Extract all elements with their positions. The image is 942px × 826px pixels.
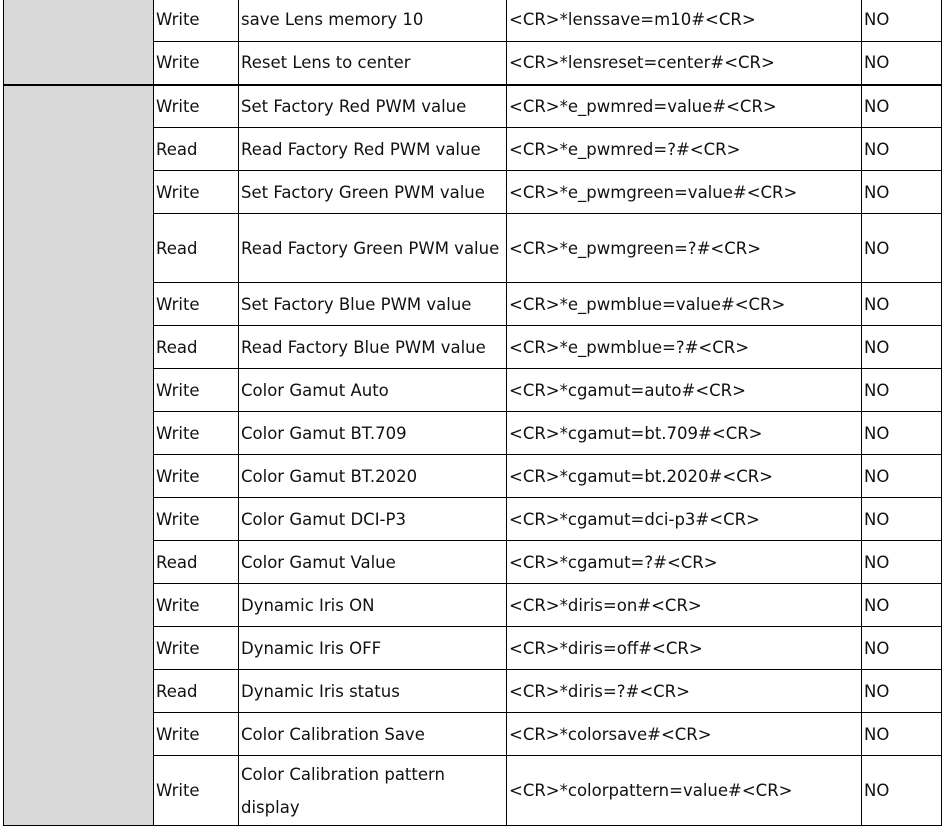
response-cell: NO bbox=[862, 498, 942, 541]
operation-cell: Write bbox=[154, 713, 239, 756]
response-cell: NO bbox=[862, 412, 942, 455]
command-cell: <CR>*e_pwmgreen=?#<CR> bbox=[507, 214, 862, 283]
operation-cell: Write bbox=[154, 498, 239, 541]
command-cell: <CR>*colorsave#<CR> bbox=[507, 713, 862, 756]
operation-cell: Write bbox=[154, 85, 239, 128]
function-cell: Dynamic Iris status bbox=[239, 670, 507, 713]
command-cell: <CR>*lenssave=m10#<CR> bbox=[507, 0, 862, 42]
operation-cell: Write bbox=[154, 627, 239, 670]
function-cell: Dynamic Iris ON bbox=[239, 584, 507, 627]
response-cell: NO bbox=[862, 670, 942, 713]
function-cell: Set Factory Blue PWM value bbox=[239, 283, 507, 326]
function-cell: Color Gamut Auto bbox=[239, 369, 507, 412]
response-cell: NO bbox=[862, 214, 942, 283]
operation-cell: Read bbox=[154, 128, 239, 171]
operation-cell: Read bbox=[154, 214, 239, 283]
operation-cell: Write bbox=[154, 369, 239, 412]
response-cell: NO bbox=[862, 627, 942, 670]
function-cell: Color Gamut DCI-P3 bbox=[239, 498, 507, 541]
response-cell: NO bbox=[862, 455, 942, 498]
command-cell: <CR>*e_pwmgreen=value#<CR> bbox=[507, 171, 862, 214]
response-cell: NO bbox=[862, 713, 942, 756]
function-cell: Read Factory Red PWM value bbox=[239, 128, 507, 171]
group-cell-lens bbox=[4, 0, 154, 85]
operation-cell: Write bbox=[154, 412, 239, 455]
operation-cell: Write bbox=[154, 171, 239, 214]
command-cell: <CR>*e_pwmblue=value#<CR> bbox=[507, 283, 862, 326]
function-cell: Color Calibration pattern display bbox=[239, 756, 507, 826]
response-cell: NO bbox=[862, 85, 942, 128]
operation-cell: Read bbox=[154, 541, 239, 584]
function-cell: Read Factory Green PWM value bbox=[239, 214, 507, 283]
function-cell: Color Gamut BT.709 bbox=[239, 412, 507, 455]
response-cell: NO bbox=[862, 369, 942, 412]
command-cell: <CR>*cgamut=bt.2020#<CR> bbox=[507, 455, 862, 498]
response-cell: NO bbox=[862, 326, 942, 369]
command-cell: <CR>*e_pwmred=?#<CR> bbox=[507, 128, 862, 171]
operation-cell: Write bbox=[154, 584, 239, 627]
function-cell: save Lens memory 10 bbox=[239, 0, 507, 42]
function-cell: Dynamic Iris OFF bbox=[239, 627, 507, 670]
operation-cell: Write bbox=[154, 42, 239, 85]
group-cell-color bbox=[4, 85, 154, 826]
operation-cell: Write bbox=[154, 283, 239, 326]
function-cell: Set Factory Green PWM value bbox=[239, 171, 507, 214]
response-cell: NO bbox=[862, 0, 942, 42]
function-cell: Color Gamut BT.2020 bbox=[239, 455, 507, 498]
operation-cell: Write bbox=[154, 455, 239, 498]
command-cell: <CR>*diris=?#<CR> bbox=[507, 670, 862, 713]
table-row bbox=[4, 0, 942, 42]
operation-cell: Read bbox=[154, 670, 239, 713]
table-row bbox=[4, 85, 942, 128]
command-cell: <CR>*diris=off#<CR> bbox=[507, 627, 862, 670]
command-cell: <CR>*diris=on#<CR> bbox=[507, 584, 862, 627]
function-cell: Reset Lens to center bbox=[239, 42, 507, 85]
function-cell: Color Calibration Save bbox=[239, 713, 507, 756]
response-cell: NO bbox=[862, 128, 942, 171]
command-cell: <CR>*colorpattern=value#<CR> bbox=[507, 756, 862, 826]
function-cell: Set Factory Red PWM value bbox=[239, 85, 507, 128]
function-cell: Read Factory Blue PWM value bbox=[239, 326, 507, 369]
operation-cell: Write bbox=[154, 756, 239, 826]
command-cell: <CR>*e_pwmred=value#<CR> bbox=[507, 85, 862, 128]
command-cell: <CR>*lensreset=center#<CR> bbox=[507, 42, 862, 85]
command-cell: <CR>*e_pwmblue=?#<CR> bbox=[507, 326, 862, 369]
response-cell: NO bbox=[862, 42, 942, 85]
response-cell: NO bbox=[862, 171, 942, 214]
command-table bbox=[3, 0, 942, 826]
function-cell: Color Gamut Value bbox=[239, 541, 507, 584]
operation-cell: Write bbox=[154, 0, 239, 42]
response-cell: NO bbox=[862, 584, 942, 627]
command-cell: <CR>*cgamut=dci-p3#<CR> bbox=[507, 498, 862, 541]
response-cell: NO bbox=[862, 283, 942, 326]
command-cell: <CR>*cgamut=bt.709#<CR> bbox=[507, 412, 862, 455]
response-cell: NO bbox=[862, 541, 942, 584]
operation-cell: Read bbox=[154, 326, 239, 369]
response-cell: NO bbox=[862, 756, 942, 826]
command-cell: <CR>*cgamut=auto#<CR> bbox=[507, 369, 862, 412]
command-cell: <CR>*cgamut=?#<CR> bbox=[507, 541, 862, 584]
